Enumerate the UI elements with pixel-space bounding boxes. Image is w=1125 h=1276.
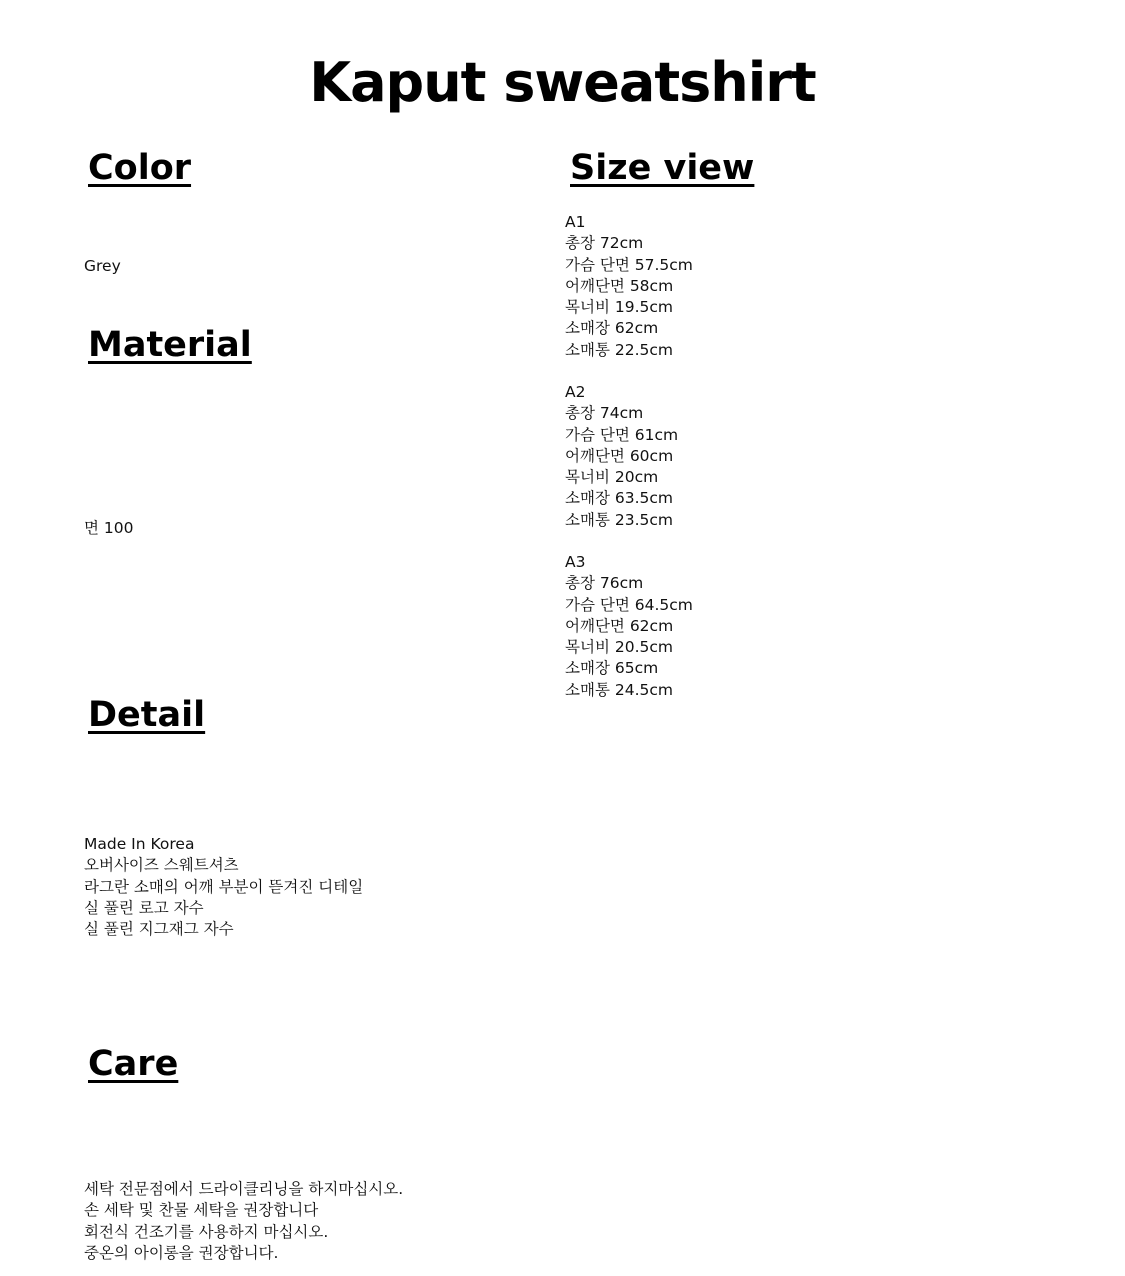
size-line: 목너비 20cm xyxy=(565,468,659,487)
care-list xyxy=(84,1179,403,1264)
care-line: 손 세탁 및 찬물 세탁을 권장합니다 xyxy=(84,1201,319,1220)
size-line: 가슴 단면 57.5cm xyxy=(565,255,693,274)
detail-line: 라그란 소매의 어깨 부분이 뜯겨진 디테일 xyxy=(84,877,364,896)
size-line: 목너비 19.5cm xyxy=(565,298,673,317)
size-block-a3 xyxy=(565,552,693,701)
size-line: 가슴 단면 64.5cm xyxy=(565,595,693,614)
size-line: 소매통 24.5cm xyxy=(565,680,673,699)
detail-line: 실 풀린 로고 자수 xyxy=(84,898,204,917)
size-block-a2 xyxy=(565,382,678,531)
size-line: 소매장 63.5cm xyxy=(565,489,673,508)
material-heading: Material xyxy=(88,325,252,365)
size-block-a1 xyxy=(565,212,693,361)
size-line: 소매장 65cm xyxy=(565,659,659,678)
color-value: Grey xyxy=(84,257,121,275)
size-line: 어깨단면 58cm xyxy=(565,276,674,295)
detail-line: Made In Korea xyxy=(84,835,195,853)
size-view-heading: Size view xyxy=(570,148,755,188)
size-line: 가슴 단면 61cm xyxy=(565,425,679,444)
size-line: 소매통 22.5cm xyxy=(565,340,673,359)
color-heading: Color xyxy=(88,148,192,188)
material-value: 면 100 xyxy=(84,519,134,537)
size-line: 총장 76cm xyxy=(565,574,644,593)
page-title: Kaput sweatshirt xyxy=(309,51,816,114)
size-name: A3 xyxy=(565,553,586,571)
size-line: 어깨단면 60cm xyxy=(565,446,674,465)
size-name: A2 xyxy=(565,383,586,401)
care-line: 세탁 전문점에서 드라이클리닝을 하지마십시오. xyxy=(84,1180,404,1198)
detail-line: 실 풀린 지그재그 자수 xyxy=(84,920,234,939)
size-line: 어깨단면 62cm xyxy=(565,616,674,635)
care-line: 회전식 건조기를 사용하지 마십시오. xyxy=(84,1222,329,1241)
care-line: 중온의 아이롱을 권장합니다. xyxy=(84,1243,279,1262)
size-line: 소매통 23.5cm xyxy=(565,510,673,529)
size-line: 소매장 62cm xyxy=(565,319,659,338)
size-name: A1 xyxy=(565,213,586,231)
care-heading: Care xyxy=(88,1044,179,1084)
detail-heading: Detail xyxy=(88,695,206,735)
detail-list xyxy=(84,834,363,940)
detail-line: 오버사이즈 스웨트셔츠 xyxy=(84,856,239,875)
size-line: 목너비 20.5cm xyxy=(565,638,673,657)
size-line: 총장 72cm xyxy=(565,234,644,253)
size-line: 총장 74cm xyxy=(565,404,644,423)
